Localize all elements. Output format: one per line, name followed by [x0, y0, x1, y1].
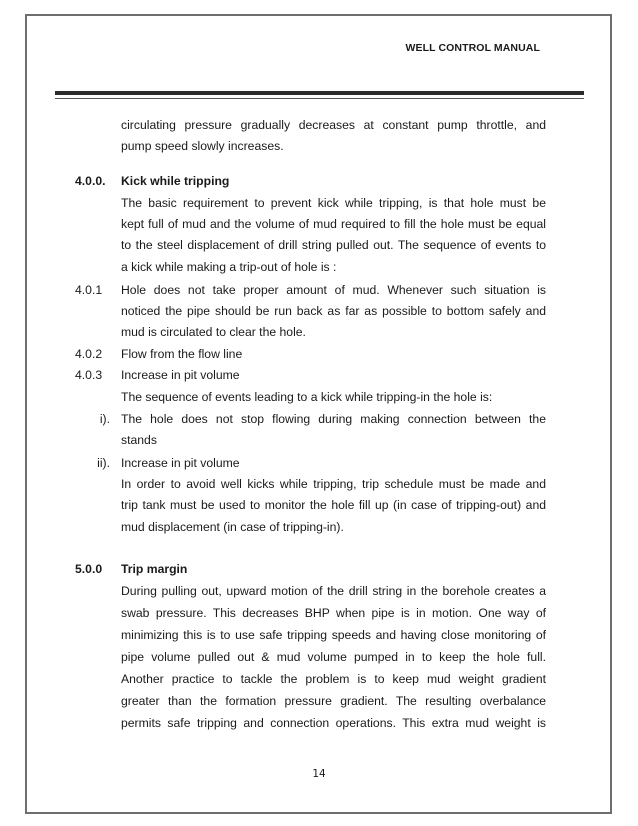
item-number: i).	[99, 412, 110, 426]
running-header: WELL CONTROL MANUAL	[405, 42, 540, 54]
page-number: 14	[312, 768, 326, 780]
item-number: 4.0.2	[75, 347, 103, 361]
header-rule-thin	[55, 98, 584, 99]
item-number: 4.0.1	[75, 283, 103, 297]
section-number: 5.0.0	[75, 562, 103, 576]
section-number: 4.0.0.	[75, 174, 106, 188]
item-number: ii).	[97, 456, 110, 470]
item-number: 4.0.3	[75, 368, 103, 382]
section-title: Trip margin	[121, 562, 188, 576]
header-rule-thick	[55, 91, 584, 95]
section-title: Kick while tripping	[121, 174, 230, 188]
